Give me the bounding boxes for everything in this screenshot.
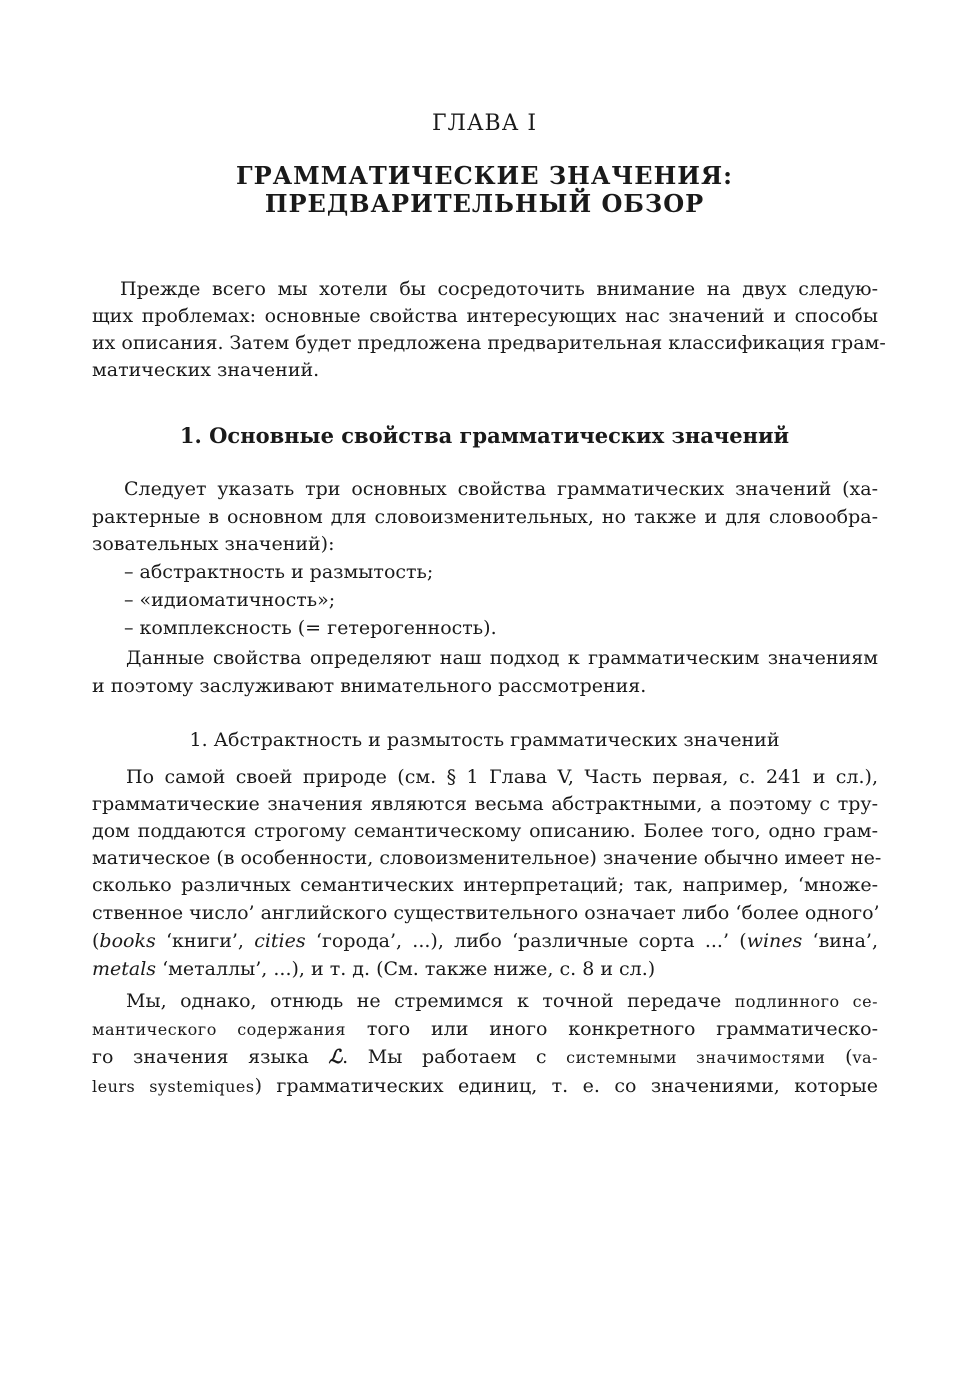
text-line (126, 988, 878, 1015)
text-line: рактерные в основном для словоизменительных, но также и для словообра- (92, 506, 878, 528)
text-line: Следует указать три основных свойства грамматических значений (ха- (124, 478, 878, 500)
list-item: – комплексность (= гетерогенность). (124, 617, 497, 639)
small-caps-term: системными значимостями (566, 1048, 826, 1067)
section-heading: 1. Основные свойства грамматических значений (179, 423, 790, 448)
small-caps-term: мантического содержания (92, 1020, 347, 1039)
list-item: – абстрактность и размытость; (124, 561, 434, 583)
text-run: ‘книги’, (155, 930, 255, 952)
text-line: сколько различных семантических интерпретаций; так, например, ‘множе- (92, 874, 878, 896)
text-run: го значения языка (92, 1046, 329, 1068)
list-item: – «идиоматичность»; (124, 589, 336, 611)
english-word-books: books (99, 930, 156, 952)
text-line: грамматические значения являются весьма абстрактными, а поэтому с тру- (92, 793, 878, 815)
chapter-label: ГЛАВА I (431, 111, 538, 136)
text-line: зовательных значений): (92, 533, 335, 555)
text-line: матических значений. (92, 359, 320, 381)
text-line (92, 1073, 878, 1100)
text-line (92, 1016, 878, 1043)
text-line (92, 928, 878, 955)
text-line: дом поддаются строгому семантическому описанию. Более того, одно грам- (92, 820, 878, 842)
text-line: щих проблемах: основные свойства интересующих нас значений и способы (92, 305, 878, 327)
text-run: того или иного конкретного грамматическо- (346, 1018, 878, 1040)
text-run: Мы, однако, отнюдь не стремимся к точной передаче (126, 990, 735, 1012)
text-line (92, 1044, 878, 1071)
english-word-wines: wines (746, 930, 803, 952)
text-run: ) грамматических единиц, т. е. со значениями, которые (254, 1075, 878, 1097)
language-symbol: ℒ (328, 1046, 343, 1068)
text-run: ‘металлы’, ...), и т. д. (См. также ниже, с. 8 и сл.) (156, 958, 656, 980)
subsection-heading: 1. Абстрактность и размытость грамматических значений (189, 729, 780, 751)
small-caps-term: leurs systemiques (92, 1077, 255, 1096)
text-run: . Мы работаем с (342, 1046, 567, 1068)
text-run: ‘вина’, (802, 930, 878, 952)
text-line (92, 956, 878, 983)
text-run: ( (92, 930, 100, 952)
text-line: Данные свойства определяют наш подход к грамматическим значениям (126, 647, 878, 669)
english-word-metals: metals (92, 958, 157, 980)
text-line: По самой своей природе (см. § 1 Глава V, Часть первая, с. 241 и сл.), (126, 766, 878, 788)
text-line: и поэтому заслуживают внимательного рассмотрения. (92, 675, 647, 697)
text-line: ственное число’ английского существительного означает либо ‘более одного’ (92, 902, 880, 924)
small-caps-term: va- (852, 1048, 878, 1067)
text-line: матическое (в особенности, словоизменительное) значение обычно имеет не- (92, 847, 882, 869)
text-run: ‘города’, ...), либо ‘различные сорта ...’ ( (305, 930, 747, 952)
text-run: ( (825, 1046, 853, 1068)
small-caps-term: подлинного се- (734, 992, 878, 1011)
chapter-title-line1: ГРАММАТИЧЕСКИЕ ЗНАЧЕНИЯ: (236, 161, 733, 190)
text-line: Прежде всего мы хотели бы сосредоточить внимание на двух следую- (120, 278, 878, 300)
chapter-title-line2: ПРЕДВАРИТЕЛЬНЫЙ ОБЗОР (264, 189, 705, 218)
english-word-cities: cities (254, 930, 306, 952)
text-line: их описания. Затем будет предложена предварительная классификация грам- (92, 332, 886, 354)
